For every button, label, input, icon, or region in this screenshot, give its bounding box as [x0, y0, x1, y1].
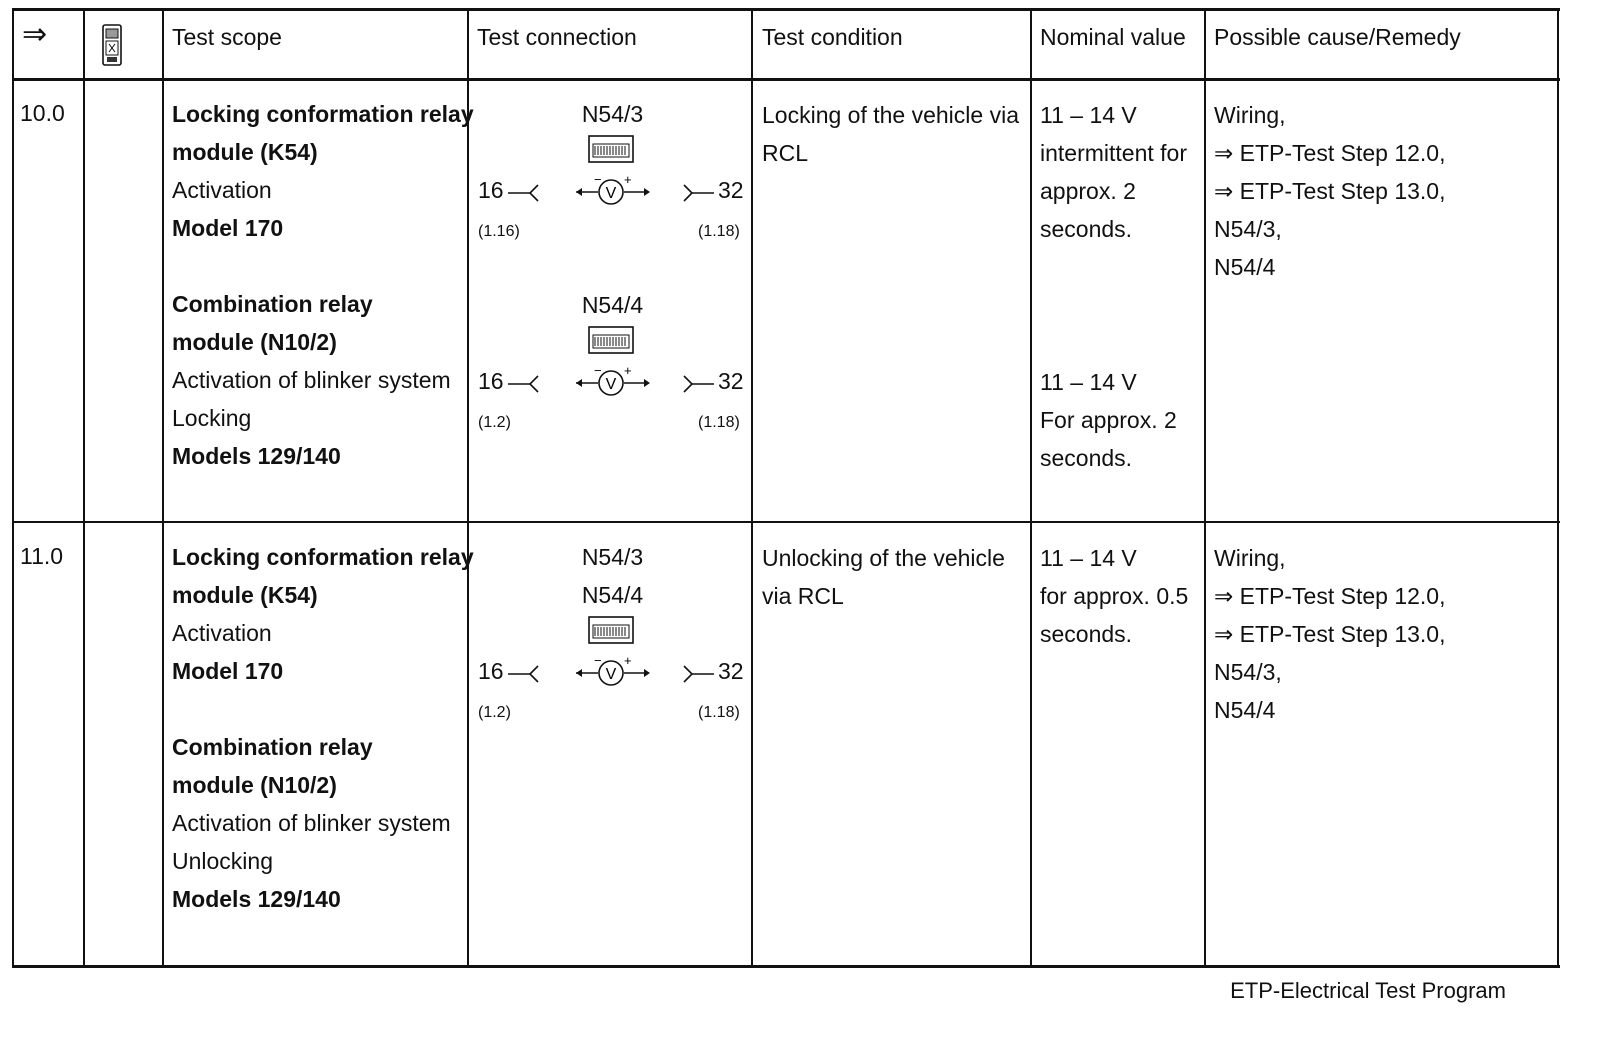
- svg-text:−: −: [594, 366, 602, 378]
- header-test-scope: Test scope: [172, 24, 282, 50]
- header-test-connection: Test connection: [477, 24, 637, 50]
- svg-text:+: +: [624, 656, 632, 668]
- header-bottom-border: [12, 78, 1560, 81]
- scope-line: Combination relay: [172, 734, 373, 760]
- cause-line: ⇒ ETP-Test Step 13.0,: [1214, 621, 1446, 647]
- svg-text:V: V: [605, 185, 617, 202]
- test-condition-cell: [762, 96, 1019, 172]
- test-scope-cell: [172, 538, 474, 918]
- adapter-icon: [588, 326, 634, 359]
- scope-line: Locking conformation relay: [172, 544, 474, 570]
- nominal-line: intermittent for: [1040, 140, 1187, 166]
- row-divider: [12, 521, 1560, 523]
- nominal-value-cell: [1040, 363, 1177, 477]
- connection-diagram: [470, 286, 755, 431]
- probe-left-icon: [508, 183, 542, 203]
- scope-line: Locking conformation relay: [172, 101, 474, 127]
- possible-cause-cell: [1214, 96, 1445, 286]
- scope-line: Activation of blinker system: [172, 367, 451, 393]
- pin-right-ref: (1.18): [698, 223, 740, 240]
- cause-line: ⇒ ETP-Test Step 12.0,: [1214, 583, 1446, 609]
- condition-line: Unlocking of the vehicle: [762, 545, 1005, 571]
- header-nominal-value: Nominal value: [1040, 24, 1186, 50]
- connection-diagram: [470, 95, 755, 240]
- test-scope-cell: [172, 95, 474, 475]
- possible-cause-cell: [1214, 539, 1445, 729]
- svg-text:V: V: [605, 376, 617, 393]
- col-border: [1204, 8, 1206, 968]
- cause-line: ⇒ ETP-Test Step 12.0,: [1214, 140, 1446, 166]
- nominal-line: for approx. 0.5: [1040, 583, 1189, 609]
- condition-line: Locking of the vehicle via: [762, 102, 1019, 128]
- pin-left-ref: (1.2): [478, 414, 511, 431]
- header-possible-cause: Possible cause/Remedy: [1214, 24, 1461, 50]
- cause-line: Wiring,: [1214, 102, 1286, 128]
- test-condition-cell: [762, 539, 1005, 615]
- scope-line: module (K54): [172, 139, 318, 165]
- pin-left: 16: [478, 658, 504, 684]
- nominal-line: For approx. 2: [1040, 407, 1177, 433]
- col-border: [1557, 8, 1559, 968]
- svg-text:+: +: [624, 175, 632, 187]
- nominal-value-cell: [1040, 539, 1188, 653]
- cause-line: N54/4: [1214, 697, 1276, 723]
- pin-left-ref: (1.2): [478, 704, 511, 721]
- voltmeter-icon: [574, 656, 652, 690]
- step-number: 11.0: [20, 543, 64, 569]
- probe-right-icon: [680, 664, 714, 684]
- table-bottom-border: [12, 965, 1560, 968]
- scope-line: Combination relay: [172, 291, 373, 317]
- pin-right: 32: [718, 368, 744, 394]
- probe-right-icon: [680, 183, 714, 203]
- adapter-label: N54/3: [581, 544, 644, 570]
- scope-line: module (N10/2): [172, 772, 337, 798]
- voltmeter-icon: [574, 175, 652, 209]
- adapter-icon: [588, 135, 634, 168]
- col-border: [1030, 8, 1032, 968]
- svg-text:−: −: [594, 656, 602, 668]
- scope-line: Unlocking: [172, 848, 273, 874]
- pin-right-ref: (1.18): [698, 414, 740, 431]
- scope-line: Activation of blinker system: [172, 810, 451, 836]
- col-border: [162, 8, 164, 968]
- cause-line: ⇒ ETP-Test Step 13.0,: [1214, 178, 1446, 204]
- nominal-line: seconds.: [1040, 216, 1133, 242]
- pin-left: 16: [478, 177, 504, 203]
- nominal-line: seconds.: [1040, 445, 1133, 471]
- nominal-line: approx. 2: [1040, 178, 1136, 204]
- table-top-border: [12, 8, 1560, 11]
- tester-icon: [101, 24, 123, 71]
- adapter-label: N54/3: [581, 101, 644, 127]
- adapter-label: N54/4: [581, 582, 644, 608]
- nominal-value-cell: [1040, 96, 1187, 248]
- pin-left-ref: (1.16): [478, 223, 520, 240]
- scope-line: Models 129/140: [172, 443, 341, 469]
- adapter-icon: [588, 616, 634, 649]
- cause-line: N54/3,: [1214, 659, 1282, 685]
- col-border: [12, 8, 14, 968]
- svg-text:V: V: [605, 666, 617, 683]
- adapter-label: N54/4: [581, 292, 644, 318]
- cause-line: N54/4: [1214, 254, 1276, 280]
- pin-right-ref: (1.18): [698, 704, 740, 721]
- scope-line: Locking: [172, 405, 252, 431]
- condition-line: RCL: [762, 140, 809, 166]
- pin-left: 16: [478, 368, 504, 394]
- footer-program-name: ETP-Electrical Test Program: [1230, 978, 1506, 1003]
- condition-line: via RCL: [762, 583, 844, 609]
- scope-line: Model 170: [172, 658, 284, 684]
- header-arrow-icon: ⇒: [22, 18, 48, 51]
- nominal-line: 11 – 14 V: [1040, 545, 1137, 571]
- probe-left-icon: [508, 664, 542, 684]
- col-border: [83, 8, 85, 968]
- pin-right: 32: [718, 177, 744, 203]
- nominal-line: 11 – 14 V: [1040, 102, 1137, 128]
- scope-line: Models 129/140: [172, 886, 341, 912]
- header-test-condition: Test condition: [762, 24, 903, 50]
- scope-line: module (K54): [172, 582, 318, 608]
- cause-line: N54/3,: [1214, 216, 1282, 242]
- probe-left-icon: [508, 374, 542, 394]
- pin-right: 32: [718, 658, 744, 684]
- scope-line: module (N10/2): [172, 329, 337, 355]
- scope-line: Activation: [172, 177, 272, 203]
- cause-line: Wiring,: [1214, 545, 1286, 571]
- step-number: 10.0: [20, 100, 65, 126]
- svg-text:+: +: [624, 366, 632, 378]
- connection-diagram: [470, 538, 755, 721]
- scope-line: Model 170: [172, 215, 284, 241]
- probe-right-icon: [680, 374, 714, 394]
- nominal-line: 11 – 14 V: [1040, 369, 1137, 395]
- voltmeter-icon: [574, 366, 652, 400]
- svg-text:−: −: [594, 175, 602, 187]
- nominal-line: seconds.: [1040, 621, 1133, 647]
- scope-line: Activation: [172, 620, 272, 646]
